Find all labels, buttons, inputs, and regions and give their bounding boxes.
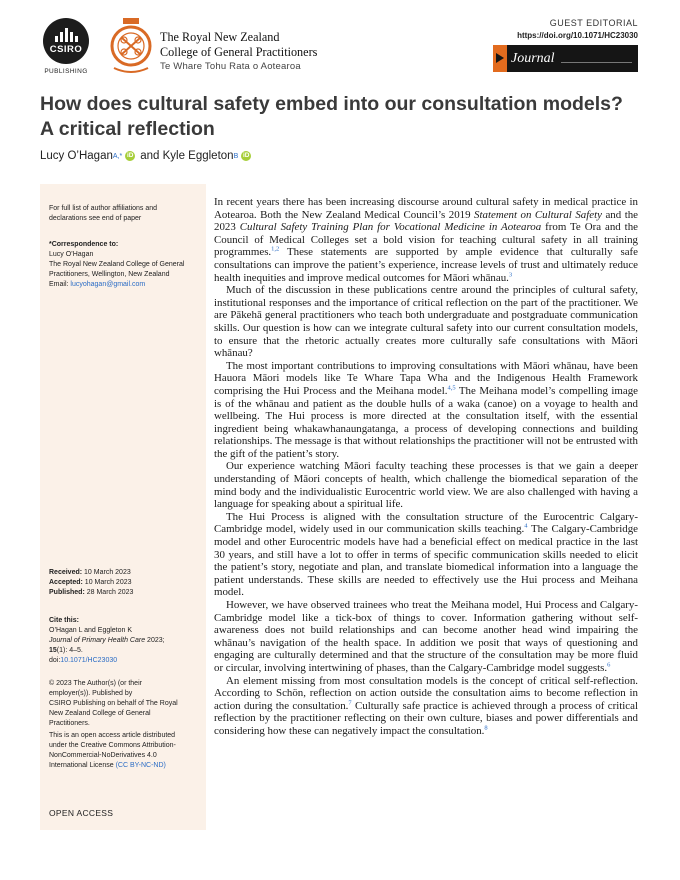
correspondence: *Correspondence to: Lucy O’Hagan The Royal New Zealand College of General Practitioners, Wellington, New Zealand Email: lucyohagan@gmail.com (49, 241, 185, 288)
license: This is an open access article distributed under the Creative Commons Attribution- NonCommercial-NoDerivatives 4.0 International License (CC BY-NC-ND) (49, 732, 176, 769)
csiro-publishing-label: PUBLISHING (44, 68, 88, 75)
csiro-circle-icon (43, 18, 89, 64)
author-list (40, 150, 254, 162)
paragraph: However, we have observed trainees who treat the Meihana model, Hui Process and Calgary-Cambridge model like a tick-box of things to cover. Information gathering without self-awareness does not build relationships and can become another head wind impairing the whānau’s navigation of the health space. In addition we posit that ways of questioning and engaging are culturally determined and that the structure of the consultation may be more fluid or circular, involving intertwining of phases, than the Calgary-Cambridge model suggests.$^6$ (214, 599, 638, 674)
citation: Cite this: O’Hagan L and Eggleton K Journal of Primary Health Care 2023; 15(1): 4–5. doi:10.1071/HC23030 (49, 617, 165, 664)
paragraph: In recent years there has been increasing discourse around cultural safety in medical practice in Aotearoa. Both the New Zealand Medical Council’s 2019 Statement on Cultural Safety and the 2023 Cultural Safety Training Plan for Vocational Medicine in Aotearoa from Te Ora and the Council of Medical Colleges set a bold vision for teaching cultural safety in all training programmes.$^{1,2}$ These statements are supported by ample evidence that culturally safe consultations can improve the patient’s experience, increase levels of trust and ultimately reduce health inequities and improve medical outcomes for Māori whānau.$^3$ (214, 196, 639, 284)
paragraph: The Hui Process is aligned with the consultation structure of the Eurocentric Calgary-Cambridge model, widely used in our communication skills teaching.$^4$ The Calgary-Cambridge model and other Eurocentric models have had a beneficial effect on medical practice in the last 30 years, and still have a lot to offer in terms of specific communication skills needed to elicit the patient’s story, negotiate and plan, and translate biomedical information into a language the patient understands. These skills are needed to effectively use the Hui process and Meihana model. (214, 510, 638, 599)
citation-ref[interactable]: 8 (484, 724, 488, 732)
orcid-icon[interactable]: iD (243, 152, 250, 159)
csiro-publishing-logo (40, 18, 92, 75)
doi-link[interactable]: 10.1071/HC23030 (60, 657, 118, 664)
divider (561, 62, 632, 63)
copyright: © 2023 The Author(s) (or their employer(s)). Published by CSIRO Publishing on behalf of The Royal New Zealand College of General Practitioners. (49, 680, 178, 727)
affiliation-note: For full list of author affiliations and declarations see end of paper (49, 205, 158, 222)
author-name[interactable]: and Kyle Eggleton (140, 150, 234, 162)
author-affiliation[interactable]: A,* (112, 152, 123, 160)
citation-ref[interactable]: 6 (607, 661, 611, 669)
paragraph: An element missing from most consultation models is the concept of critical self-reflection. According to Schön, reflection on action outside the consultation aims to become reflection in action during the consultation.$^7$ Culturally safe practice is achieved through a process of critical reflection by the practitioner reflecting on their own culture, biases and power differentials and considering how these can negatively impact the consultation.$^8$ (214, 674, 638, 737)
arrow-right-icon (493, 45, 507, 72)
rnzcgp-emblem-icon (108, 16, 154, 76)
paragraph: Much of the discussion in these publications centre around the principles of cultural safety, institutional responses and the importance of critical reflection on the part of the practitioner. We are Pākehā general practitioners who teach both undergraduate and postgraduate communication skills. Our question is how can we integrate cultural safety into our current consultation models, to ensure that the rhetoric actually creates more culturally safe consultations with Māori whānau? (214, 284, 638, 360)
paragraph: The most important contributions to improving consultations with Māori whānau, have been Hauora Māori models like Te Whare Tapa Wha and the Indigenous Health Framework comprising the Hui Process and the Meihana model.$^{4,5}$ The Meihana model’s compelling image is of the whānau and patient as the double hulls of a waka (canoe) on a voyage to health and wellbeing. The Hui process is more directed at the consultation itself, with the essential ingredient being whakawhanaungatanga, a process of developing connections and building relationships. The message is that without relationships the practitioner will not be entrusted with the gift of the patient’s story. (214, 359, 638, 460)
college-name: The Royal New Zealand College of General Practitioners Te Whare Tohu Rata o Aotearoa (160, 30, 318, 72)
journal-banner (493, 45, 638, 72)
email-link[interactable]: lucyohagan@gmail.com (70, 281, 146, 288)
citation-ref[interactable]: 4,5 (447, 384, 456, 392)
open-access-label: OPEN ACCESS (49, 808, 114, 818)
article-info-sidebar (40, 184, 206, 830)
author-affiliation[interactable]: B (233, 152, 239, 160)
citation-ref[interactable]: 7 (348, 699, 352, 707)
publication-dates: Received: 10 March 2023 Accepted: 10 March 2023 Published: 28 March 2023 (49, 569, 134, 596)
citation-ref[interactable]: 3 (508, 270, 513, 278)
csiro-wordmark: CSIRO (49, 43, 83, 55)
orcid-icon[interactable]: iD (126, 152, 134, 159)
citation-ref[interactable]: 4 (524, 522, 528, 530)
author-name[interactable]: Lucy O’Hagan (40, 150, 113, 162)
article-title: How does cultural safety embed into our consultation models? A critical reflection (40, 93, 623, 140)
doi-link[interactable]: https://doi.org/10.1071/HC23030 (517, 31, 638, 40)
paragraph: Our experience watching Māori faculty teaching these processes is that we gain a deeper understanding of Māori concepts of health, which challenge the biomedical separation of the mind body and the individualistic Eurocentric world view. We are also challenged with having a language for speaking about a spiritual life. (214, 460, 638, 511)
journal-wordmark: Journal (511, 50, 555, 66)
article-body (214, 196, 638, 738)
license-link[interactable]: (CC BY-NC-ND) (115, 762, 166, 769)
section-label: GUEST EDITORIAL (549, 18, 638, 28)
citation-ref[interactable]: 1,2 (271, 245, 280, 253)
